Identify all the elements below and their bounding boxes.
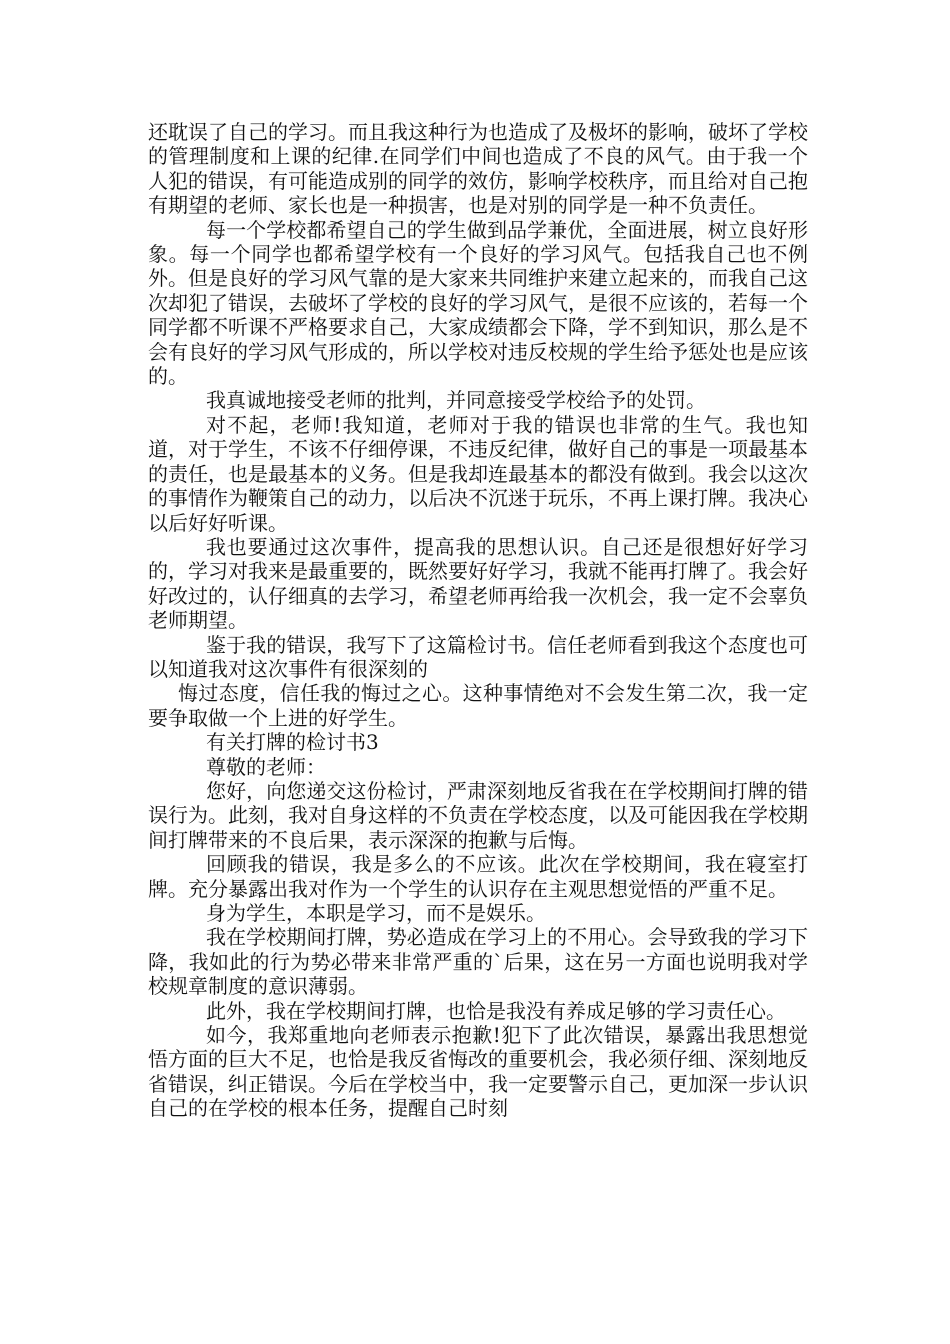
paragraph-10: 身为学生，本职是学习，而不是娱乐。 bbox=[206, 901, 546, 925]
paragraph-7: 悔过态度，信任我的悔过之心。这种事情绝对不会发生第二次，我一定要争取做一个上进的好学生。 bbox=[148, 681, 808, 730]
paragraph-2: 每一个学校都希望自己的学生做到品学兼优，全面进展，树立良好形象。每一个同学也都希望学校有一个良好的学习风气。包括我自己也不例外。但是良好的学习风气靠的是大家来共同维护来建立起来的，而我自己这次却犯了错误，去破坏了学校的良好的学习风气，是很不应该的，若每一个同学都不听课不严格要求自己，大家成绩都会下降，学不到知识，那么是不会有良好的学习风气形成的，所以学校对违反校规的学生给予惩处也是应该的。 bbox=[148, 217, 808, 389]
paragraph-6: 鉴于我的错误，我写下了这篇检讨书。信任老师看到我这个态度也可以知道我对这次事件有很深刻的 bbox=[148, 632, 808, 681]
paragraph-3: 我真诚地接受老师的批判，并同意接受学校给予的处罚。 bbox=[206, 388, 706, 413]
paragraph-8: 您好，向您递交这份检讨，严肃深刻地反省我在在学校期间打牌的错误行为。此刻，我对自身这样的不负责在学校态度，以及可能因我在学校期间打牌带来的不良后果，表示深深的抱歉与后悔。 bbox=[148, 778, 808, 852]
salutation: 尊敬的老师： bbox=[206, 754, 326, 779]
paragraph-11: 我在学校期间打牌，势必造成在学习上的不用心。会导致我的学习下降，我如此的行为势必带来非常严重的`后果，这在另一方面也说明我对学校规章制度的意识薄弱。 bbox=[148, 925, 808, 999]
paragraph-4: 对不起，老师!我知道，老师对于我的错误也非常的生气。我也知道，对于学生，不该不仔细停课，不违反纪律，做好自己的事是一项最基本的责任，也是最基本的义务。但是我却连最基本的都没有做到。我会以这次的事情作为鞭策自己的动力，以后决不沉迷于玩乐，不再上课打牌。我决心以后好好听课。 bbox=[148, 412, 808, 535]
paragraph-12: 此外，我在学校期间打牌，也恰是我没有养成足够的学习责任心。 bbox=[206, 998, 786, 1023]
paragraph-9: 回顾我的错误，我是多么的不应该。此次在学校期间，我在寝室打牌。充分暴露出我对作为一个学生的认识存在主观思想觉悟的严重不足。 bbox=[148, 852, 808, 901]
paragraph-13: 如今，我郑重地向老师表示抱歉!犯下了此次错误，暴露出我思想觉悟方面的巨大不足，也恰是我反省悔改的重要机会，我必须仔细、深刻地反省错误，纠正错误。今后在学校当中，我一定要警示自己，更加深一步认识自己的在学校的根本任务，提醒自己时刻 bbox=[148, 1023, 808, 1121]
paragraph-5: 我也要通过这次事件，提高我的思想认识。自己还是很想好好学习的，学习对我来是最重要的，既然要好好学习，我就不能再打牌了。我会好好改过的，认仔细真的去学习，希望老师再给我一次机会，我一定不会辜负老师期望。 bbox=[148, 534, 808, 633]
paragraph-1: 还耽误了自己的学习。而且我这种行为也造成了及极坏的影响，破坏了学校的管理制度和上课的纪律.在同学们中间也造成了不良的风气。由于我一个人犯的错误，有可能造成别的同学的效仿，影响学校秩序，而且给对自己抱有期望的老师、家长也是一种损害，也是对别的同学是一种不负责任。 bbox=[148, 120, 808, 218]
section-heading: 有关打牌的检讨书3 bbox=[206, 730, 379, 755]
document-page bbox=[148, 120, 808, 1121]
